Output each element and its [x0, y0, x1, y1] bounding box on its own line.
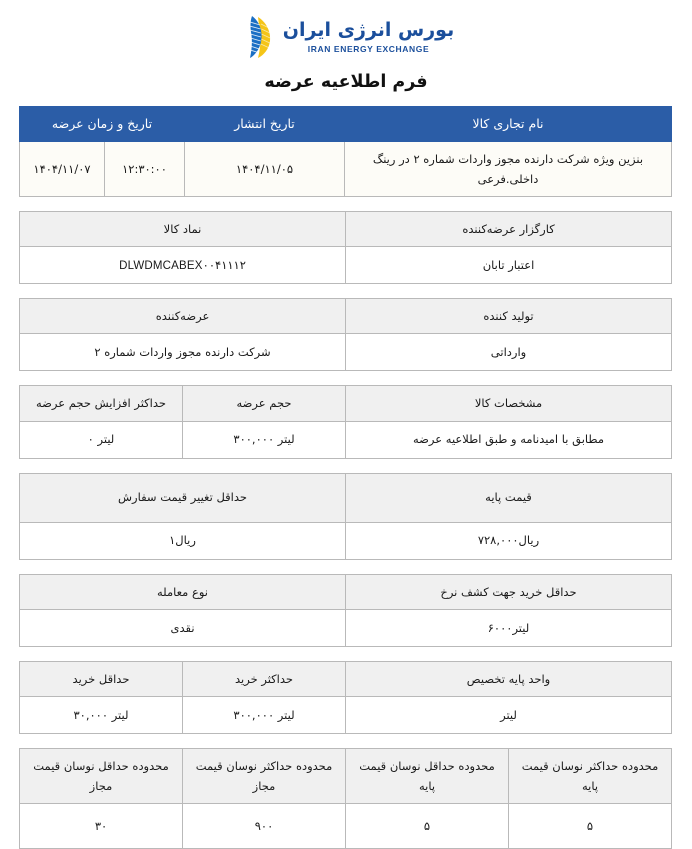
table-header-row: [20, 473, 672, 522]
table-row: [19, 141, 671, 196]
cell-producer: وارداتی: [346, 334, 672, 371]
table-header-row: [20, 299, 672, 334]
cell-goods-specification: مطابق با امیدنامه و طبق اطلاعیه عرضه: [346, 421, 672, 458]
header-max-base-price-fluctuation: محدوده حداکثر نوسان قیمت پایه: [509, 748, 672, 803]
cell-supplier: شرکت دارنده مجوز واردات شماره ۲: [20, 334, 346, 371]
table-price: [19, 473, 672, 560]
table-min-buy-deal-type: [19, 574, 672, 647]
table-header-row: [20, 661, 672, 696]
header-min-base-price-fluctuation: محدوده حداقل نوسان قیمت پایه: [346, 748, 509, 803]
page-title: فرم اطلاعیه عرضه: [264, 72, 428, 92]
cell-max-buy: لیتر ۳۰۰,۰۰۰: [183, 696, 346, 733]
table-broker-symbol: [19, 211, 672, 284]
table-price-fluctuation: [19, 748, 672, 849]
header-min-price-tick: حداقل تغییر قیمت سفارش: [20, 473, 346, 522]
table-row: [20, 609, 672, 646]
table-row: [20, 247, 672, 284]
table-row: [20, 421, 672, 458]
table-row: [20, 334, 672, 371]
commodity-symbol-code: DLWDMCABEX۰۰۴۱۱۱۲: [119, 259, 246, 272]
table-header-row: [20, 748, 672, 803]
header-supplying-broker: کارگزار عرضه‌کننده: [346, 212, 672, 247]
table-row: [20, 804, 672, 849]
header-max-volume-increase: حداکثر افزایش حجم عرضه: [20, 386, 183, 421]
cell-min-buy: لیتر ۳۰,۰۰۰: [20, 696, 183, 733]
table-offer-summary: [19, 106, 672, 197]
header-allocation-base-unit: واحد پایه تخصیص: [346, 661, 672, 696]
cell-offer-date: ۱۴۰۴/۱۱/۰۷: [19, 141, 104, 196]
header-producer: تولید کننده: [346, 299, 672, 334]
iran-energy-exchange-logo-icon: [238, 14, 276, 60]
logo-name-fa: بورس انرژی ایران: [282, 18, 455, 41]
cell-publish-date: ۱۴۰۴/۱۱/۰۵: [185, 141, 345, 196]
header-deal-type: نوع معامله: [20, 574, 346, 609]
cell-supplying-broker: اعتبار تابان: [346, 247, 672, 284]
cell-product-name: بنزین ویژه شرکت دارنده مجوز واردات شماره ۲ در رینگ داخلی.فرعی: [345, 141, 672, 196]
header-publish-date: تاریخ انتشار: [185, 107, 345, 142]
header-max-allowed-price-fluctuation: محدوده حداکثر نوسان قیمت مجاز: [183, 748, 346, 803]
cell-base-price: ریال۷۲۸,۰۰۰: [346, 522, 672, 559]
cell-max-volume-increase: لیتر ۰: [20, 421, 183, 458]
cell-offer-time: ۱۲:۳۰:۰۰: [105, 141, 185, 196]
table-goods-volume: [19, 385, 672, 458]
cell-min-base-price-fluctuation: ۵: [346, 804, 509, 849]
table-header-row: [20, 386, 672, 421]
header-offer-datetime: تاریخ و زمان عرضه: [19, 107, 184, 142]
cell-allocation-base-unit: لیتر: [346, 696, 672, 733]
table-header-row: [19, 107, 671, 142]
cell-min-allowed-price-fluctuation: ۳۰: [20, 804, 183, 849]
header-commodity-symbol: نماد کالا: [20, 212, 346, 247]
cell-min-buy-for-price-discovery: لیتر۶۰۰۰: [346, 609, 672, 646]
logo-name-en: IRAN ENERGY EXCHANGE: [307, 43, 430, 54]
cell-max-base-price-fluctuation: ۵: [509, 804, 672, 849]
exchange-logo: [20, 0, 672, 60]
header-max-buy: حداکثر خرید: [183, 661, 346, 696]
header-product-name: نام تجاری کالا: [345, 107, 672, 142]
table-row: [20, 696, 672, 733]
cell-max-allowed-price-fluctuation: ۹۰۰: [183, 804, 346, 849]
table-row: [20, 522, 672, 559]
cell-min-price-tick: ریال۱: [20, 522, 346, 559]
header-supplier: عرضه‌کننده: [20, 299, 346, 334]
table-header-row: [20, 212, 672, 247]
table-allocation: [19, 661, 672, 734]
header-offer-volume: حجم عرضه: [183, 386, 346, 421]
header-goods-specification: مشخصات کالا: [346, 386, 672, 421]
cell-offer-volume: لیتر ۳۰۰,۰۰۰: [183, 421, 346, 458]
cell-commodity-symbol: [20, 247, 346, 284]
header-min-allowed-price-fluctuation: محدوده حداقل نوسان قیمت مجاز: [20, 748, 183, 803]
header-base-price: قیمت پایه: [346, 473, 672, 522]
header-min-buy: حداقل خرید: [20, 661, 183, 696]
cell-deal-type: نقدی: [20, 609, 346, 646]
table-header-row: [20, 574, 672, 609]
table-producer-supplier: [19, 298, 672, 371]
header-min-buy-for-price-discovery: حداقل خرید جهت کشف نرخ: [346, 574, 672, 609]
